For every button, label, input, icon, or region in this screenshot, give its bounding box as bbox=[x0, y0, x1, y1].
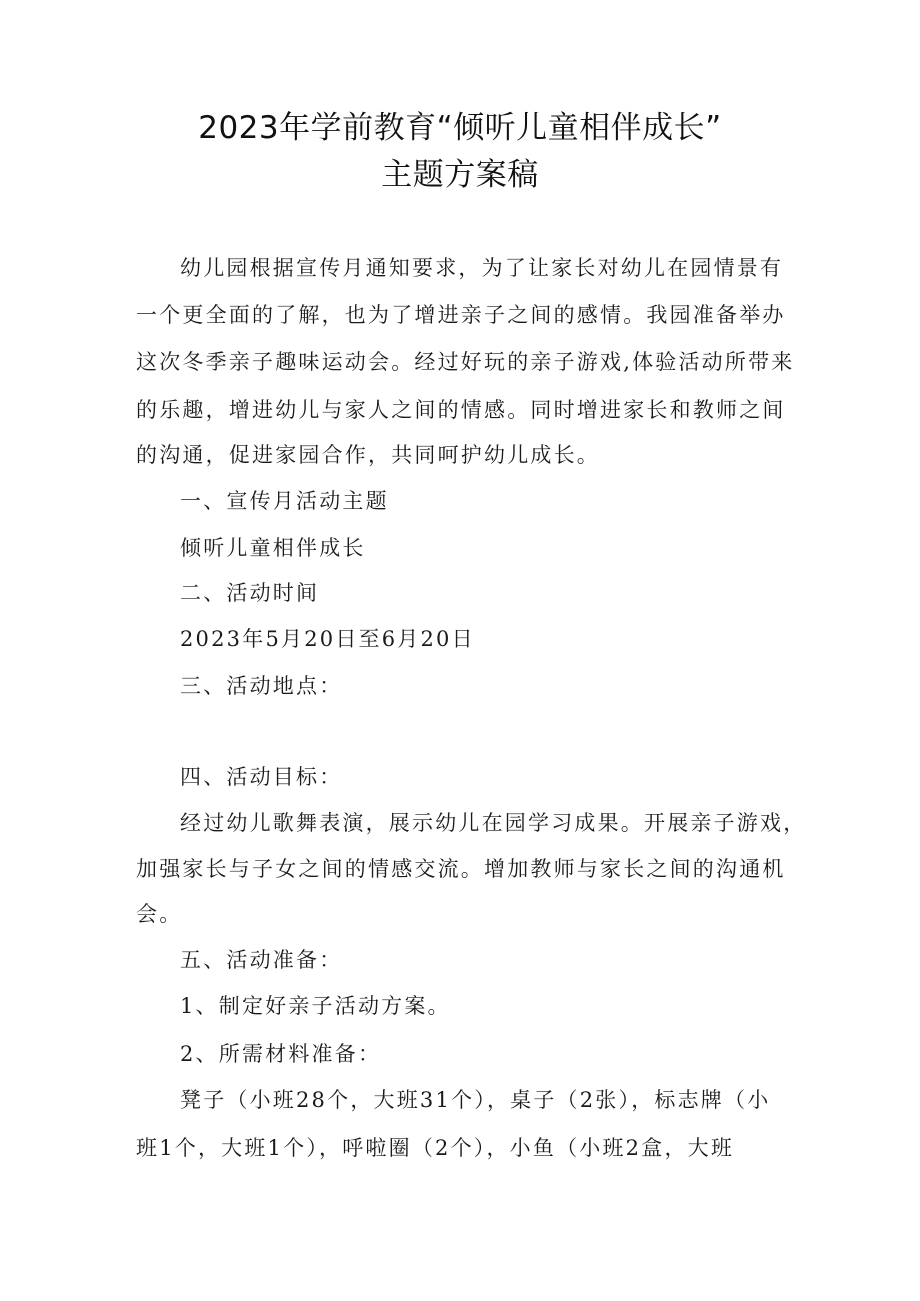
document-title-line-1: 2023年学前教育“倾听儿童相伴成长” bbox=[198, 110, 722, 146]
section-4-paragraph-line-2: 加强家长与子女之间的情感交流。增加教师与家长之间的沟通机 bbox=[136, 857, 786, 881]
materials-line-2: 班1个，大班1个），呼啦圈（2个），小鱼（小班2盒，大班 bbox=[136, 1136, 735, 1160]
section-4-paragraph-line-3: 会。 bbox=[136, 902, 183, 926]
intro-paragraph-line-3: 这次冬季亲子趣味运动会。经过好玩的亲子游戏,体验活动所带来 bbox=[136, 350, 795, 374]
section-4-paragraph-line-1: 经过幼儿歌舞表演，展示幼儿在园学习成果。开展亲子游戏， bbox=[180, 811, 807, 835]
materials-line-1: 凳子（小班28个，大班31个），桌子（2张），标志牌（小 bbox=[180, 1088, 771, 1112]
section-2-heading: 二、活动时间 bbox=[180, 581, 320, 605]
intro-paragraph-line-1: 幼儿园根据宣传月通知要求，为了让家长对幼儿在园情景有 bbox=[180, 256, 784, 280]
section-2-content: 2023年5月20日至6月20日 bbox=[180, 627, 475, 651]
document-title-line-2: 主题方案稿 bbox=[381, 157, 539, 193]
intro-paragraph-line-2: 一个更全面的了解，也为了增进亲子之间的感情。我园准备举办 bbox=[136, 303, 786, 327]
section-5-item-2: 2、所需材料准备： bbox=[180, 1042, 382, 1066]
section-4-heading: 四、活动目标： bbox=[180, 765, 343, 789]
intro-paragraph-line-5: 的沟通，促进家园合作，共同呵护幼儿成长。 bbox=[136, 443, 600, 467]
section-5-item-1: 1、制定好亲子活动方案。 bbox=[180, 994, 451, 1018]
section-1-content: 倾听儿童相伴成长 bbox=[180, 536, 366, 560]
section-1-heading: 一、宣传月活动主题 bbox=[180, 489, 389, 513]
intro-paragraph-line-4: 的乐趣，增进幼儿与家人之间的情感。同时增进家长和教师之间 bbox=[136, 398, 786, 422]
section-3-heading: 三、活动地点： bbox=[180, 674, 343, 698]
section-5-heading: 五、活动准备： bbox=[180, 948, 343, 972]
